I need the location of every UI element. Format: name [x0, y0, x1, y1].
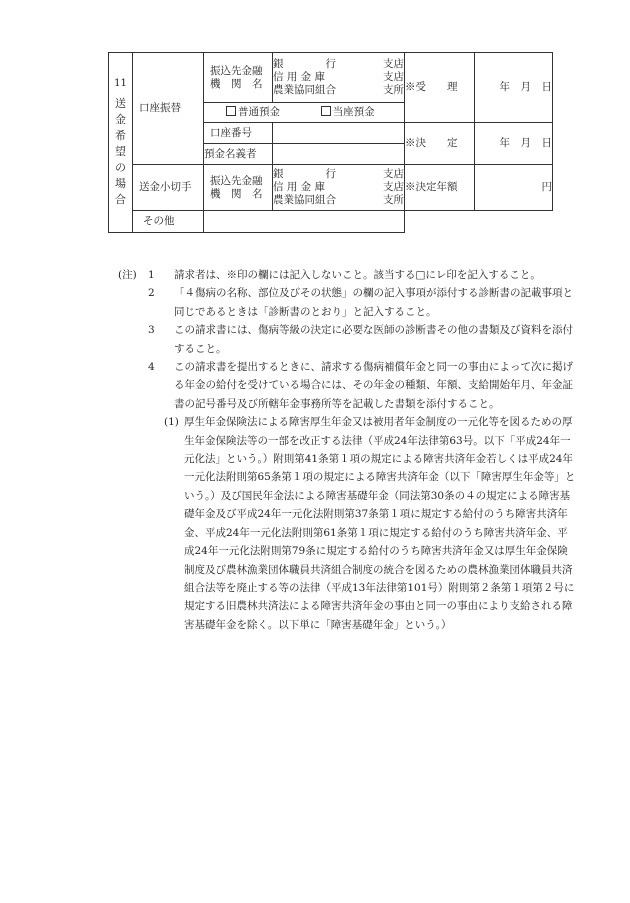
bank-line-1-left: 銀 行 — [273, 58, 336, 70]
account-number-label: 口座番号 — [210, 126, 252, 139]
bank-label-cell-2 — [204, 165, 273, 211]
sub-text: 厚生年金保険法による障害厚生年金又は被用者年金制度の一元化等を図るための厚生年金保険法等の一部を改正する法律（平成24年法律第63号。以下「平成24年一元化法」という。）附則第41条第１項の規定による障害共済年金若しくは平成24年一元化法附則第65条第１項の規定による障害共済年金（以下「障害厚生年金等」という。）及び国民年金法による障害基礎年金（同法第30条の４の規定による障害基礎年金及び平成24年一元化法附則第37条第１項に規定する給付のうち障害共済年金、平成24年一元化法附則第61条第１項に規定する給付のうち障害共済年金、平成24年一元化法附則第79条に規定する給付のうち障害共済年金又は厚生年金保険制度及び農林漁業団体職員共済組合制度の統合を図るための農林漁業団体職員共済組合法等を廃止する等の法律（平成13年法律第101号）附則第２条第１項第２号に規定する旧農林共済法による障害共済年金の事由と同一の事由により支給される障害基礎年金を除く。以下単に「障害基礎年金」という。） — [184, 416, 576, 631]
sub-item-1 — [164, 413, 578, 634]
bank-line-3-left: 農業協同組合 — [273, 84, 336, 96]
note-text: 「４傷病の名称、部位及びその状態」の欄の記入事項が添付する診断書の記載事項と同じであるときは「診断書のとおり」と記入すること。 — [174, 287, 573, 318]
note-text: この請求書には、傷病等級の決定に必要な医師の診断書その他の書類及び資料を添付すること。 — [174, 324, 573, 355]
other-field[interactable] — [204, 211, 405, 233]
annual-amount-label: ※決定年額 — [405, 165, 475, 211]
kogitte-label: 送金小切手 — [139, 181, 192, 193]
other-label-cell — [133, 211, 204, 233]
bank-label-2-line2: 機 関 名 — [210, 187, 263, 200]
note-item-3 — [118, 321, 578, 358]
bank-label-line2: 機 関 名 — [210, 77, 263, 90]
current-label: 当座預金 — [332, 106, 375, 118]
note-text: この請求書を提出するときに、請求する傷病補償年金と同一の事由によって次に掲げる年金の給付を受けている場合には、その年金の種類、年額、支給開始年月、年金証書の記号番号及び所轄年金事務所等を記載した書類を添付すること。 — [174, 361, 573, 410]
section-heading — [109, 53, 133, 233]
account-number-label-cell — [204, 123, 273, 144]
note-number: 1 — [148, 269, 155, 281]
account-holder-label: 預金名義者 — [204, 144, 273, 165]
remittance-table — [108, 52, 553, 233]
bank-line-1-right: 支店 — [383, 58, 404, 70]
ordinary-checkbox[interactable] — [226, 106, 236, 116]
note-item-1 — [118, 266, 578, 284]
annual-amount-field: 円 — [475, 165, 553, 211]
bank2-line-1-right: 支店 — [383, 168, 404, 180]
bank2-line-2-left: 信 用 金 庫 — [273, 181, 326, 193]
sub-number: (1) — [164, 416, 179, 429]
note-item-2 — [118, 284, 578, 321]
decided-label: ※決 定 — [405, 123, 475, 165]
bank-line-2-left: 信 用 金 庫 — [273, 71, 326, 83]
notes-header: (注) — [118, 269, 137, 281]
bank-name-field-2[interactable] — [273, 165, 405, 211]
blank-area — [405, 211, 553, 233]
remittance-form — [108, 52, 553, 233]
bank-label-cell — [204, 53, 273, 103]
bank-name-field[interactable] — [273, 53, 405, 103]
other-label: その他 — [143, 215, 175, 227]
bank2-line-3-right: 支所 — [383, 194, 404, 206]
current-checkbox[interactable] — [321, 106, 331, 116]
kogitte-label-cell — [133, 165, 204, 211]
account-number-field[interactable] — [273, 123, 405, 144]
furikae-label-cell — [133, 53, 204, 165]
bank-line-3-right: 支所 — [383, 84, 404, 96]
received-label: ※受 理 — [405, 53, 475, 123]
bank-line-2-right: 支店 — [383, 71, 404, 83]
bank2-line-3-left: 農業協同組合 — [273, 194, 336, 206]
note-number: 3 — [148, 324, 155, 337]
decided-date-field: 年 月 日 — [475, 123, 553, 165]
bank2-line-2-right: 支店 — [383, 181, 404, 193]
note-item-4 — [118, 358, 578, 413]
bank2-line-1-left: 銀 行 — [273, 168, 336, 180]
note-text: 請求者は、※印の欄には記入しないこと。該当する□にレ印を記入すること。 — [174, 269, 541, 281]
section-title: 送金希望の場合 — [115, 97, 126, 206]
deposit-type-row — [204, 103, 405, 123]
bank-label-line1: 振込先金融 — [210, 64, 263, 77]
ordinary-label: 普通預金 — [238, 106, 280, 118]
account-holder-field[interactable] — [273, 144, 405, 165]
note-number: 4 — [148, 361, 155, 374]
section-number: 11 — [114, 78, 127, 89]
received-date-field: 年 月 日 — [475, 53, 553, 123]
note-number: 2 — [148, 287, 155, 300]
bank-label-2-line1: 振込先金融 — [210, 174, 263, 187]
notes-section — [118, 266, 578, 634]
furikae-label: 口座振替 — [139, 102, 181, 114]
